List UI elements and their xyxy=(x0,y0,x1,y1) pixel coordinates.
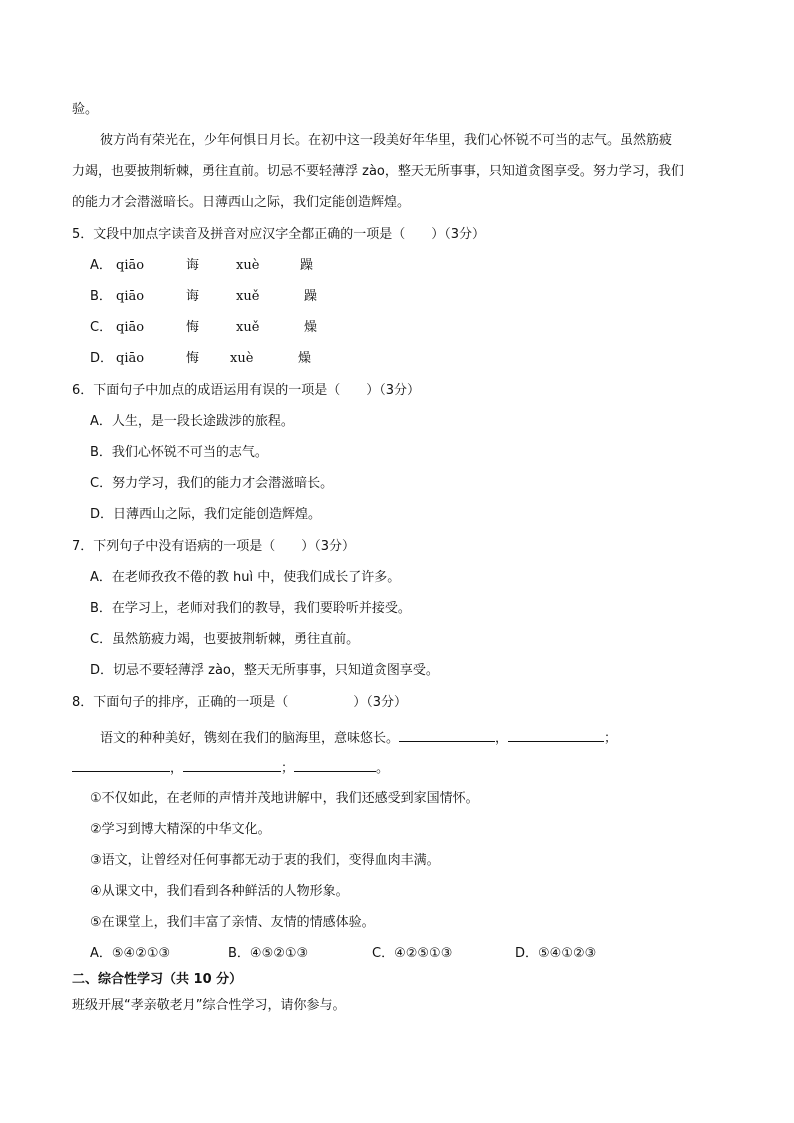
option-char: 躁 xyxy=(304,289,318,304)
option-char: 悔 xyxy=(186,351,200,366)
passage-line-3: 的能力才会潜滋暗长。日薄西山之际，我们定能创造辉煌。 xyxy=(72,195,411,210)
option-pinyin: qiāo xyxy=(116,289,145,304)
option-char: 躁 xyxy=(300,258,314,273)
option-char: 燥 xyxy=(298,351,312,366)
option-pinyin: xuě xyxy=(236,289,260,304)
answer-blank-5[interactable] xyxy=(294,757,376,772)
option-char: 诲 xyxy=(186,258,200,273)
question-8-item-4: ④从课文中，我们看到各种鲜活的人物形象。 xyxy=(90,884,349,899)
option-label: A． xyxy=(90,258,112,273)
comma: ， xyxy=(495,731,509,746)
section-2-heading: 二、综合性学习（共 10 分） xyxy=(72,972,243,987)
question-8-item-3: ③语文，让曾经对任何事都无动于衷的我们，变得血肉丰满。 xyxy=(90,853,440,868)
passage-line-2: 力竭，也要披荆斩棘，勇往直前。切忌不要轻薄浮 zào，整天无所事事，只知道贪图享受。努力学习，我们 xyxy=(72,164,684,179)
question-6-option-a: A．人生，是一段长途跋涉的旅程。 xyxy=(90,414,294,429)
answer-blank-4[interactable] xyxy=(183,757,281,772)
question-8-intro: 语文的种种美好，镌刻在我们的脑海里，意味悠长。 xyxy=(100,731,400,746)
option-pinyin: qiāo xyxy=(116,351,145,366)
question-7-option-b: B．在学习上，老师对我们的教导，我们要聆听并接受。 xyxy=(90,601,411,616)
option-pinyin: xuè xyxy=(236,258,260,273)
option-pinyin: xuè xyxy=(230,351,254,366)
question-6-option-d: D．日薄西山之际，我们定能创造辉煌。 xyxy=(90,507,322,522)
option-char: 诲 xyxy=(186,289,200,304)
question-8-fill-line-2 xyxy=(72,757,389,779)
question-8-item-5: ⑤在课堂上，我们丰富了亲情、友情的情感体验。 xyxy=(90,915,375,930)
option-pinyin: xuě xyxy=(236,320,260,335)
question-6-stem: 6．下面句子中加点的成语运用有误的一项是（ ）（3分） xyxy=(72,383,421,398)
answer-blank-3[interactable] xyxy=(72,757,170,772)
question-8-item-1: ①不仅如此，在老师的声情并茂地讲解中，我们还感受到家国情怀。 xyxy=(90,791,479,806)
option-char: 悔 xyxy=(186,320,200,335)
question-8-fill-line-1 xyxy=(100,727,617,749)
period: 。 xyxy=(376,761,390,776)
semicolon: ； xyxy=(604,731,618,746)
question-8-choice-b: B．④⑤②①③ xyxy=(228,946,309,961)
question-8-stem: 8．下面句子的排序，正确的一项是（ ）（3分） xyxy=(72,695,408,710)
passage-line-1: 彼方尚有荣光在，少年何惧日月长。在初中这一段美好年华里，我们心怀锐不可当的志气。虽然筋疲 xyxy=(100,133,673,148)
question-7-stem: 7．下列句子中没有语病的一项是（ ）（3分） xyxy=(72,539,356,554)
question-8-item-2: ②学习到博大精深的中华文化。 xyxy=(90,822,271,837)
question-8-choice-d: D．⑤④①②③ xyxy=(515,946,597,961)
question-6-option-c: C．努力学习，我们的能力才会潜滋暗长。 xyxy=(90,476,334,491)
answer-blank-2[interactable] xyxy=(508,727,604,742)
question-7-option-a: A．在老师孜孜不倦的教 huì 中，使我们成长了许多。 xyxy=(90,570,401,585)
option-label: D． xyxy=(90,351,114,366)
question-7-option-d: D．切忌不要轻薄浮 zào，整天无所事事，只知道贪图享受。 xyxy=(90,663,439,678)
answer-blank-1[interactable] xyxy=(399,727,495,742)
option-label: B． xyxy=(90,289,112,304)
question-8-choice-a: A．⑤④②①③ xyxy=(90,946,171,961)
semicolon: ； xyxy=(281,761,295,776)
section-2-intro: 班级开展“孝亲敬老月”综合性学习，请你参与。 xyxy=(72,998,346,1013)
question-8-choice-c: C．④②⑤①③ xyxy=(372,946,453,961)
question-6-option-b: B．我们心怀锐不可当的志气。 xyxy=(90,445,268,460)
passage-line-0: 验。 xyxy=(72,102,99,117)
option-pinyin: qiāo xyxy=(116,320,145,335)
question-7-option-c: C．虽然筋疲力竭，也要披荆斩棘，勇往直前。 xyxy=(90,632,360,647)
option-label: C． xyxy=(90,320,113,335)
option-pinyin: qiāo xyxy=(116,258,145,273)
comma: ， xyxy=(170,761,184,776)
option-char: 燥 xyxy=(304,320,318,335)
question-5-stem: 5．文段中加点字读音及拼音对应汉字全都正确的一项是（ ）（3分） xyxy=(72,227,486,242)
